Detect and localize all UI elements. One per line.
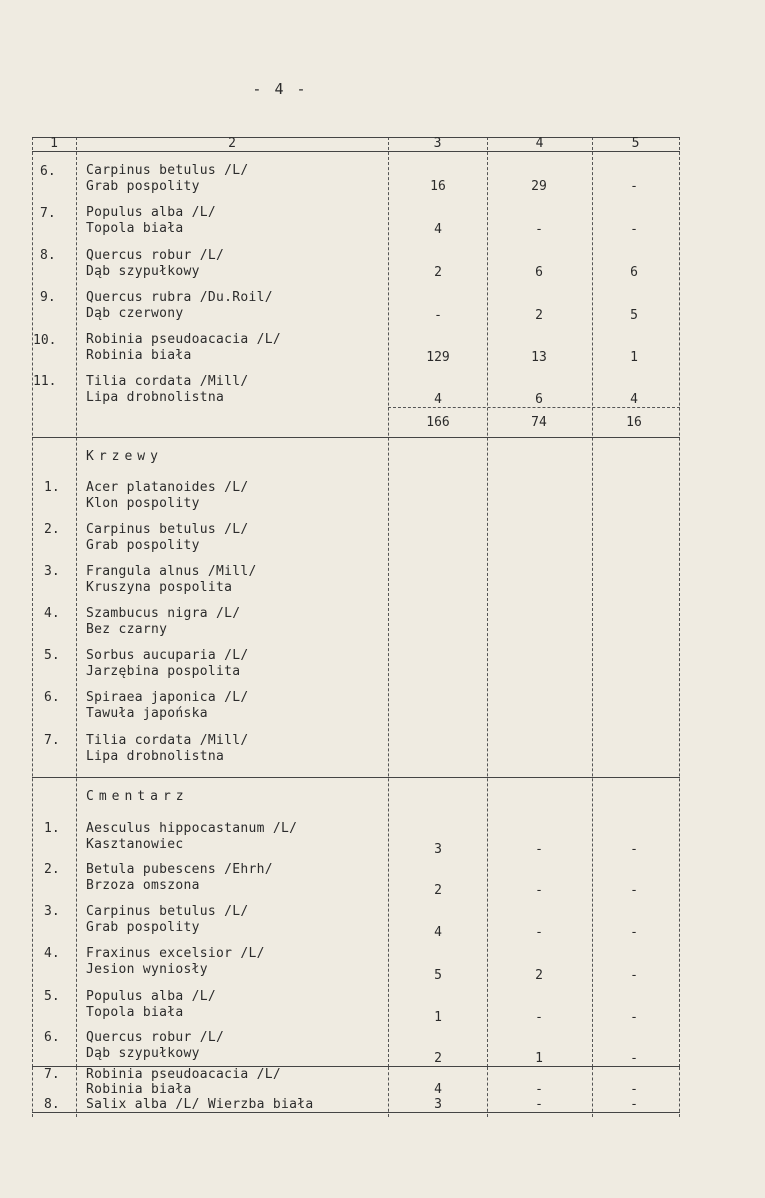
species-polish: Jarzębina pospolita xyxy=(86,664,241,679)
count-col5: - xyxy=(630,1051,638,1066)
species-latin: Betula pubescens /Ehrh/ xyxy=(86,862,273,877)
row-number: 2. xyxy=(44,522,60,537)
page-number: - 4 - xyxy=(252,80,308,98)
column-header: 5 xyxy=(631,136,640,151)
col-rule xyxy=(388,137,389,1067)
col-rule xyxy=(679,137,680,1067)
species-latin: Salix alba /L/ Wierzba biała xyxy=(86,1097,314,1112)
count-col3: 2 xyxy=(434,1051,442,1066)
count-col3: 4 xyxy=(434,1082,442,1097)
row-number: 5. xyxy=(44,648,60,663)
header-rule xyxy=(32,151,680,152)
col-rule xyxy=(32,1067,33,1117)
row-number: 4. xyxy=(44,606,60,621)
row-number: 11. xyxy=(33,374,57,389)
count-col4: - xyxy=(535,883,543,898)
count-col4: 6 xyxy=(535,265,543,280)
count-col4: - xyxy=(535,925,543,940)
species-polish: Dąb szypułkowy xyxy=(86,264,200,279)
species-latin: Aesculus hippocastanum /L/ xyxy=(86,821,298,836)
section-rule xyxy=(32,777,680,778)
count-col4: - xyxy=(535,842,543,857)
count-col3: 4 xyxy=(434,925,442,940)
species-polish: Jesion wyniosły xyxy=(86,962,208,977)
count-col4: - xyxy=(535,1010,543,1025)
count-col3: 16 xyxy=(430,179,446,194)
species-latin: Robinia pseudoacacia /L/ xyxy=(86,1067,282,1082)
species-latin: Fraxinus excelsior /L/ xyxy=(86,946,265,961)
species-latin: Carpinus betulus /L/ xyxy=(86,904,249,919)
count-col5: - xyxy=(630,1010,638,1025)
column-header: 3 xyxy=(433,136,442,151)
species-latin: Quercus robur /L/ xyxy=(86,1030,225,1045)
species-polish: Lipa drobnolistna xyxy=(86,390,225,405)
species-polish: Lipa drobnolistna xyxy=(86,749,225,764)
count-col4: 13 xyxy=(531,350,547,365)
species-latin: Carpinus betulus /L/ xyxy=(86,522,249,537)
count-col5: - xyxy=(630,842,638,857)
count-col3: - xyxy=(434,308,442,323)
row-number: 10. xyxy=(33,333,57,348)
species-polish: Grab pospolity xyxy=(86,920,200,935)
section-rule xyxy=(32,437,680,438)
species-polish: Topola biała xyxy=(86,221,184,236)
species-latin: Frangula alnus /Mill/ xyxy=(86,564,257,579)
species-polish: Brzoza omszona xyxy=(86,878,200,893)
row-number: 5. xyxy=(44,989,60,1004)
species-latin: Sorbus aucuparia /L/ xyxy=(86,648,249,663)
species-latin: Carpinus betulus /L/ xyxy=(86,163,249,178)
species-latin: Szambucus nigra /L/ xyxy=(86,606,241,621)
count-col5: - xyxy=(630,925,638,940)
section-title-cemetery: Cmentarz xyxy=(86,789,189,804)
total-col4: 74 xyxy=(531,415,547,430)
species-polish: Kruszyna pospolita xyxy=(86,580,233,595)
species-latin: Acer platanoides /L/ xyxy=(86,480,249,495)
col-rule xyxy=(592,137,593,1067)
count-col3: 1 xyxy=(434,1010,442,1025)
inventory-table xyxy=(32,137,680,1067)
row-number: 6. xyxy=(44,690,60,705)
count-col5: - xyxy=(630,1082,638,1097)
species-polish: Dąb czerwony xyxy=(86,306,184,321)
species-latin: Quercus rubra /Du.Roil/ xyxy=(86,290,273,305)
count-col5: - xyxy=(630,222,638,237)
count-col5: - xyxy=(630,968,638,983)
count-col3: 3 xyxy=(434,842,442,857)
count-col3: 5 xyxy=(434,968,442,983)
species-polish: Robinia biała xyxy=(86,348,192,363)
species-polish: Grab pospolity xyxy=(86,179,200,194)
count-col4: 29 xyxy=(531,179,547,194)
table-continuation xyxy=(32,1067,680,1117)
species-latin: Tilia cordata /Mill/ xyxy=(86,374,249,389)
species-polish: Grab pospolity xyxy=(86,538,200,553)
count-col4: 2 xyxy=(535,308,543,323)
row-number: 8. xyxy=(44,1097,60,1112)
row-number: 3. xyxy=(44,564,60,579)
count-col4: 6 xyxy=(535,392,543,407)
species-polish: Robinia biała xyxy=(86,1082,192,1097)
count-col3: 2 xyxy=(434,265,442,280)
total-col5: 16 xyxy=(626,415,642,430)
row-number: 2. xyxy=(44,862,60,877)
row-number: 7. xyxy=(44,1067,60,1082)
count-col5: - xyxy=(630,1097,638,1112)
species-polish: Bez czarny xyxy=(86,622,168,637)
species-polish: Klon pospolity xyxy=(86,496,200,511)
count-col4: - xyxy=(535,222,543,237)
count-col5: - xyxy=(630,179,638,194)
count-col4: - xyxy=(535,1097,543,1112)
column-header: 1 xyxy=(50,136,58,151)
species-latin: Quercus robur /L/ xyxy=(86,248,225,263)
row-number: 4. xyxy=(44,946,60,961)
count-col5: 6 xyxy=(630,265,638,280)
col-rule xyxy=(32,137,33,1067)
col-rule xyxy=(679,1067,680,1117)
column-header: 4 xyxy=(535,136,544,151)
count-col5: 1 xyxy=(630,350,638,365)
col-rule xyxy=(487,1067,488,1117)
col-rule xyxy=(487,137,488,1067)
col-rule xyxy=(76,137,77,1067)
species-latin: Robinia pseudoacacia /L/ xyxy=(86,332,282,347)
section-title-shrubs: Krzewy xyxy=(86,449,163,464)
species-polish: Tawuła japońska xyxy=(86,706,208,721)
species-latin: Populus alba /L/ xyxy=(86,205,217,220)
count-col4: 2 xyxy=(535,968,543,983)
col-rule xyxy=(76,1067,77,1117)
count-col5: - xyxy=(630,883,638,898)
row-number: 6. xyxy=(40,164,56,179)
row-number: 8. xyxy=(40,248,56,263)
total-col3: 166 xyxy=(426,415,450,430)
count-col3: 4 xyxy=(434,222,442,237)
count-col5: 4 xyxy=(630,392,638,407)
row-number: 6. xyxy=(44,1030,60,1045)
count-col4: - xyxy=(535,1082,543,1097)
row-number: 7. xyxy=(44,733,60,748)
species-polish: Kasztanowiec xyxy=(86,837,184,852)
count-col3: 4 xyxy=(434,392,442,407)
count-col5: 5 xyxy=(630,308,638,323)
species-polish: Topola biała xyxy=(86,1005,184,1020)
count-col3: 3 xyxy=(434,1097,442,1112)
species-latin: Tilia cordata /Mill/ xyxy=(86,733,249,748)
row-number: 9. xyxy=(40,290,56,305)
row-number: 7. xyxy=(40,206,56,221)
col-rule xyxy=(592,1067,593,1117)
count-col4: 1 xyxy=(535,1051,543,1066)
species-polish: Dąb szypułkowy xyxy=(86,1046,200,1061)
row-number: 1. xyxy=(44,480,60,495)
col-rule xyxy=(388,1067,389,1117)
species-latin: Populus alba /L/ xyxy=(86,989,217,1004)
count-col3: 2 xyxy=(434,883,442,898)
row-number: 1. xyxy=(44,821,60,836)
count-col3: 129 xyxy=(426,350,450,365)
row-number: 3. xyxy=(44,904,60,919)
column-header: 2 xyxy=(228,136,236,151)
species-latin: Spiraea japonica /L/ xyxy=(86,690,249,705)
